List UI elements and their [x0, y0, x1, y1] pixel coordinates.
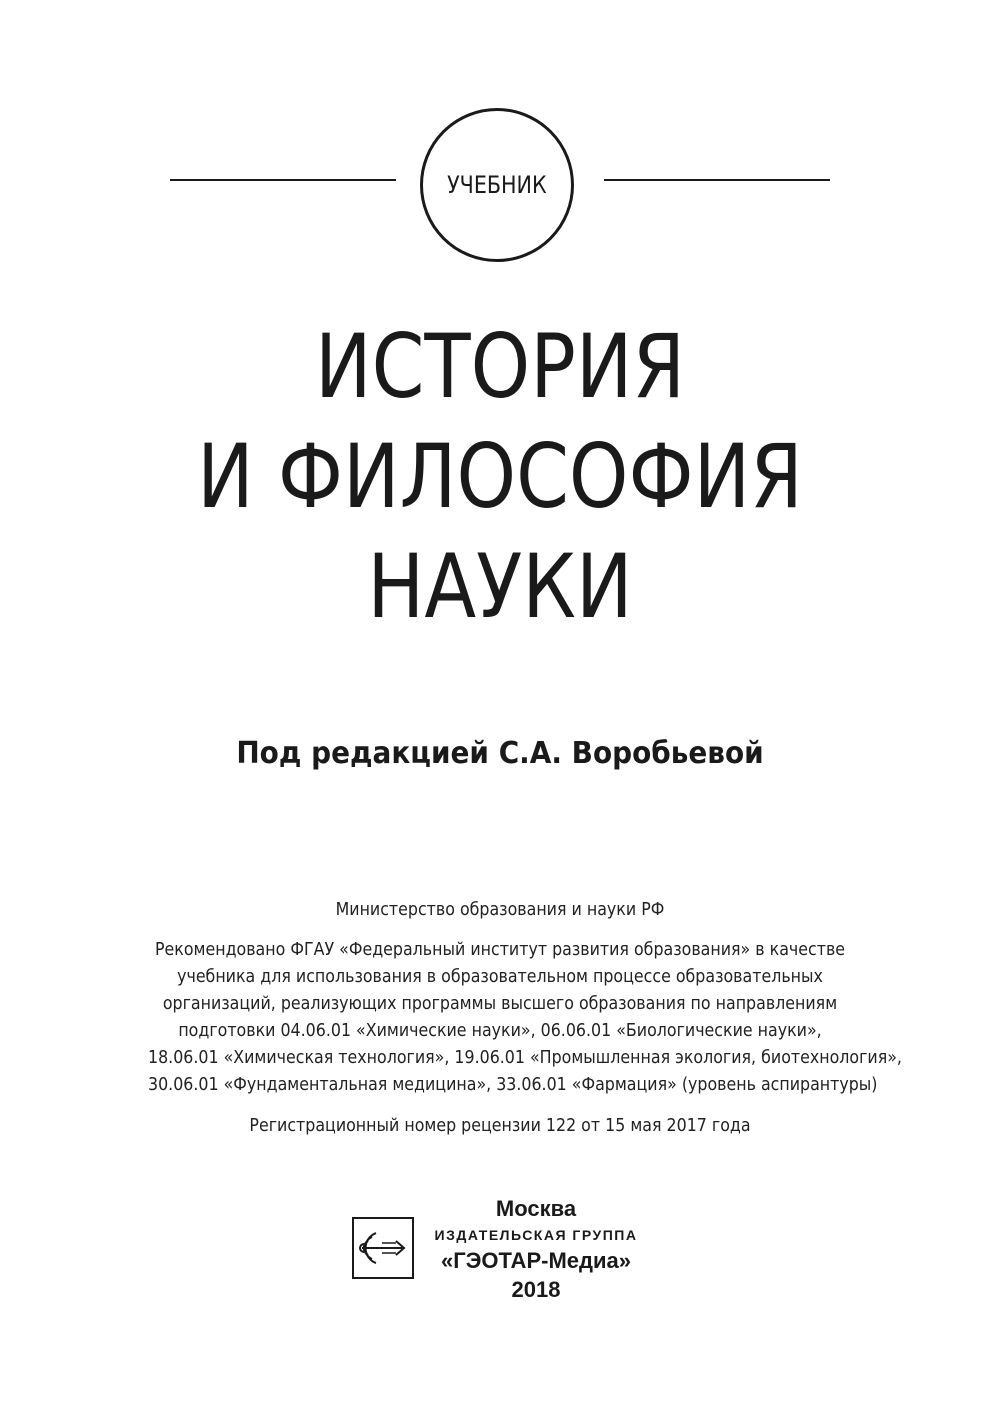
editor-credit: Под редакцией С.А. Воробьевой [236, 736, 764, 771]
book-title-line: И ФИЛОСОФИЯ [197, 425, 803, 528]
recommendation-block [100, 936, 900, 1098]
registration-line [100, 1112, 900, 1139]
textbook-badge-label: УЧЕБНИК [447, 171, 547, 199]
recommendation-line: учебника для использования в образовательном процессе образовательных [177, 966, 823, 987]
registration-text: Регистрационный номер рецензии 122 от 15 мая 2017 года [249, 1115, 751, 1136]
book-title-line: ИСТОРИЯ [314, 315, 686, 418]
badge-rule-left [170, 179, 396, 181]
publisher-city: Москва [495, 1196, 577, 1221]
book-title [0, 312, 1000, 642]
recommendation-line: Рекомендовано ФГАУ «Федеральный институт развития образования» в качестве [154, 939, 846, 960]
ministry-line [100, 896, 900, 923]
publisher-name: «ГЭОТАР-Медиа» [441, 1248, 631, 1273]
geotar-logo-icon [352, 1217, 414, 1279]
recommendation-line: 30.06.01 «Фундаментальная медицина», 33.06.01 «Фармация» (уровень аспирантуры) [148, 1074, 878, 1095]
publisher-block [352, 1195, 652, 1305]
book-title-line: НАУКИ [367, 535, 633, 638]
publisher-group: ИЗДАТЕЛЬСКАЯ ГРУППА [434, 1227, 638, 1243]
recommendation-line: подготовки 04.06.01 «Химические науки», 06.06.01 «Биологические науки», [178, 1020, 822, 1041]
recommendation-line: организаций, реализующих программы высшего образования по направлениям [162, 993, 838, 1014]
publication-year: 2018 [511, 1277, 561, 1302]
textbook-badge [420, 108, 574, 262]
ministry-text: Министерство образования и науки РФ [335, 899, 665, 920]
badge-rule-right [604, 179, 830, 181]
recommendation-line: 18.06.01 «Химическая технология», 19.06.01 «Промышленная экология, биотехнология», [148, 1047, 902, 1068]
publisher-text [424, 1195, 648, 1305]
